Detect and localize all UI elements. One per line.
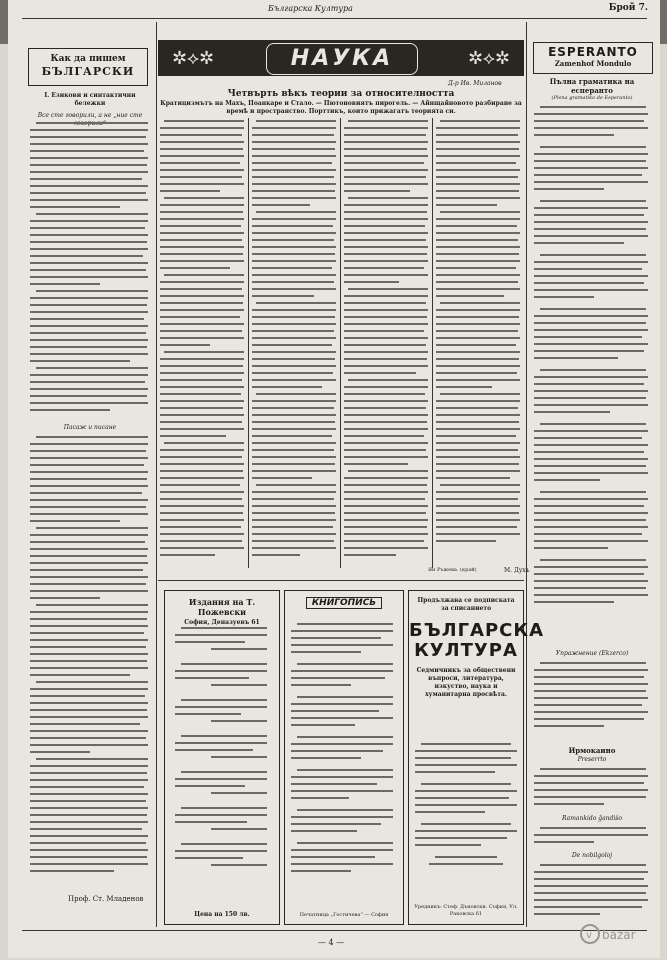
esperanto-heading: Пълна граматика на есперанто [549, 77, 635, 95]
section-c-lines [534, 825, 650, 851]
page-folio: — 4 — [318, 938, 345, 947]
nauka-title: НАУКА [266, 43, 418, 75]
publisher-box [164, 590, 280, 925]
center-col-rule-2 [340, 118, 341, 568]
left-title-line-1: Как да пишем [50, 54, 126, 64]
center-headline: Четвърть вѣкъ теории за относителността [227, 89, 455, 99]
newspaper-page [8, 0, 660, 958]
left-column-rule [156, 22, 157, 927]
esperanto-subtitle: Zamenhof Mondulo [554, 59, 632, 68]
watermark-logo-icon [580, 920, 658, 948]
publisher-city: София, Деназуевъ 61 [184, 619, 260, 626]
ad-top-text: Продължава се подписката за списанието [417, 597, 515, 612]
center-deck: Кратицизмътъ на Махъ, Поанкаре и Стало. — Пютоновиятъ пирогель. — Айнщайновото разбиране за времѣ и пространство. Порттикъ, които прижагатъ теорията си. [160, 100, 522, 115]
left-subtitle: I. Езикови и синтактични бележки [44, 92, 136, 107]
text-lines-pattern [30, 434, 150, 894]
esperanto-section-d: De nobilgoloj [571, 852, 613, 859]
publisher-list-lines [171, 625, 271, 895]
svg-text:v: v [586, 930, 592, 941]
center-text-columns [160, 118, 524, 573]
text-lines-pattern [30, 120, 150, 420]
left-title-box [28, 48, 148, 86]
publisher-title: Издания на Т. Пожевски [188, 597, 256, 617]
ornament-left-icon: ✲⟡✲ [172, 48, 215, 69]
issue-number: Брой 7. [608, 3, 648, 13]
esperanto-title-box [533, 42, 653, 74]
section-b-lines [534, 766, 650, 816]
esperanto-subheading: (Plena gramatiko de Esperanto) [551, 95, 633, 101]
page-header [8, 3, 660, 17]
ad-title-line-1: БЪЛГАРСКА [409, 620, 545, 641]
center-byline: Д-р Ив. Миланов [448, 80, 502, 87]
header-rule [22, 18, 647, 19]
ad-text-lines [415, 741, 517, 891]
knigopis-list-lines [291, 621, 397, 901]
center-col-rule-3 [432, 118, 433, 568]
knigopis-box [284, 590, 404, 925]
left-lead: Все сте говорили, а не „ние сте [37, 112, 143, 119]
esperanto-section-c: Ramankido ĝandiŝo [561, 815, 622, 822]
left-section-2: Пасаж и писане [63, 424, 117, 431]
esperanto-text-lines [534, 104, 650, 644]
exercise-text-lines [534, 660, 650, 740]
publisher-price: Цена на 150 лв. [194, 911, 250, 918]
center-signature-right: М. Духъ [504, 567, 530, 574]
header-title: Българска Култура [268, 4, 353, 13]
knigopis-footer: Печатница „Гостичева“ — София [299, 912, 389, 918]
magazine-ad-box [408, 590, 545, 925]
center-bottom-rule [158, 580, 524, 581]
esperanto-section-b: Ирмокаино [568, 746, 616, 755]
esperanto-section-b-sub: Preserrto [577, 756, 607, 763]
esperanto-section-exercise: Упражнение (Ekzerco) [555, 650, 629, 657]
svg-text:bazar: bazar [602, 928, 636, 942]
ornament-right-icon: ✲⟡✲ [467, 48, 510, 69]
esperanto-title: ESPERANTO [548, 45, 638, 59]
footer-rule [22, 930, 647, 931]
ad-title-line-2: КУЛТУРА [414, 640, 518, 661]
center-col-rule-1 [248, 118, 249, 568]
section-d-lines [534, 862, 650, 922]
knigopis-title: КНИГОПИСЬ [306, 597, 382, 609]
nauka-banner [158, 40, 524, 76]
right-column-rule [526, 22, 527, 927]
left-title-line-2: БЪЛГАРСКИ [41, 65, 135, 78]
ad-subtitle: Седмичникъ за обществени въпроси, литература, изкуство, наука и хуманитарна просвѣта. [416, 667, 516, 698]
ad-bottom-text: Уредникъ: Стеф. Дъновски. София, Ул. Раковска 61 [414, 904, 518, 917]
left-signature: Проф. Ст. Младенов [68, 895, 144, 903]
left-body-text-1 [30, 120, 150, 420]
left-body-text-2 [30, 434, 150, 894]
center-signature-left: Ян Ръжева. (край) [428, 567, 477, 573]
